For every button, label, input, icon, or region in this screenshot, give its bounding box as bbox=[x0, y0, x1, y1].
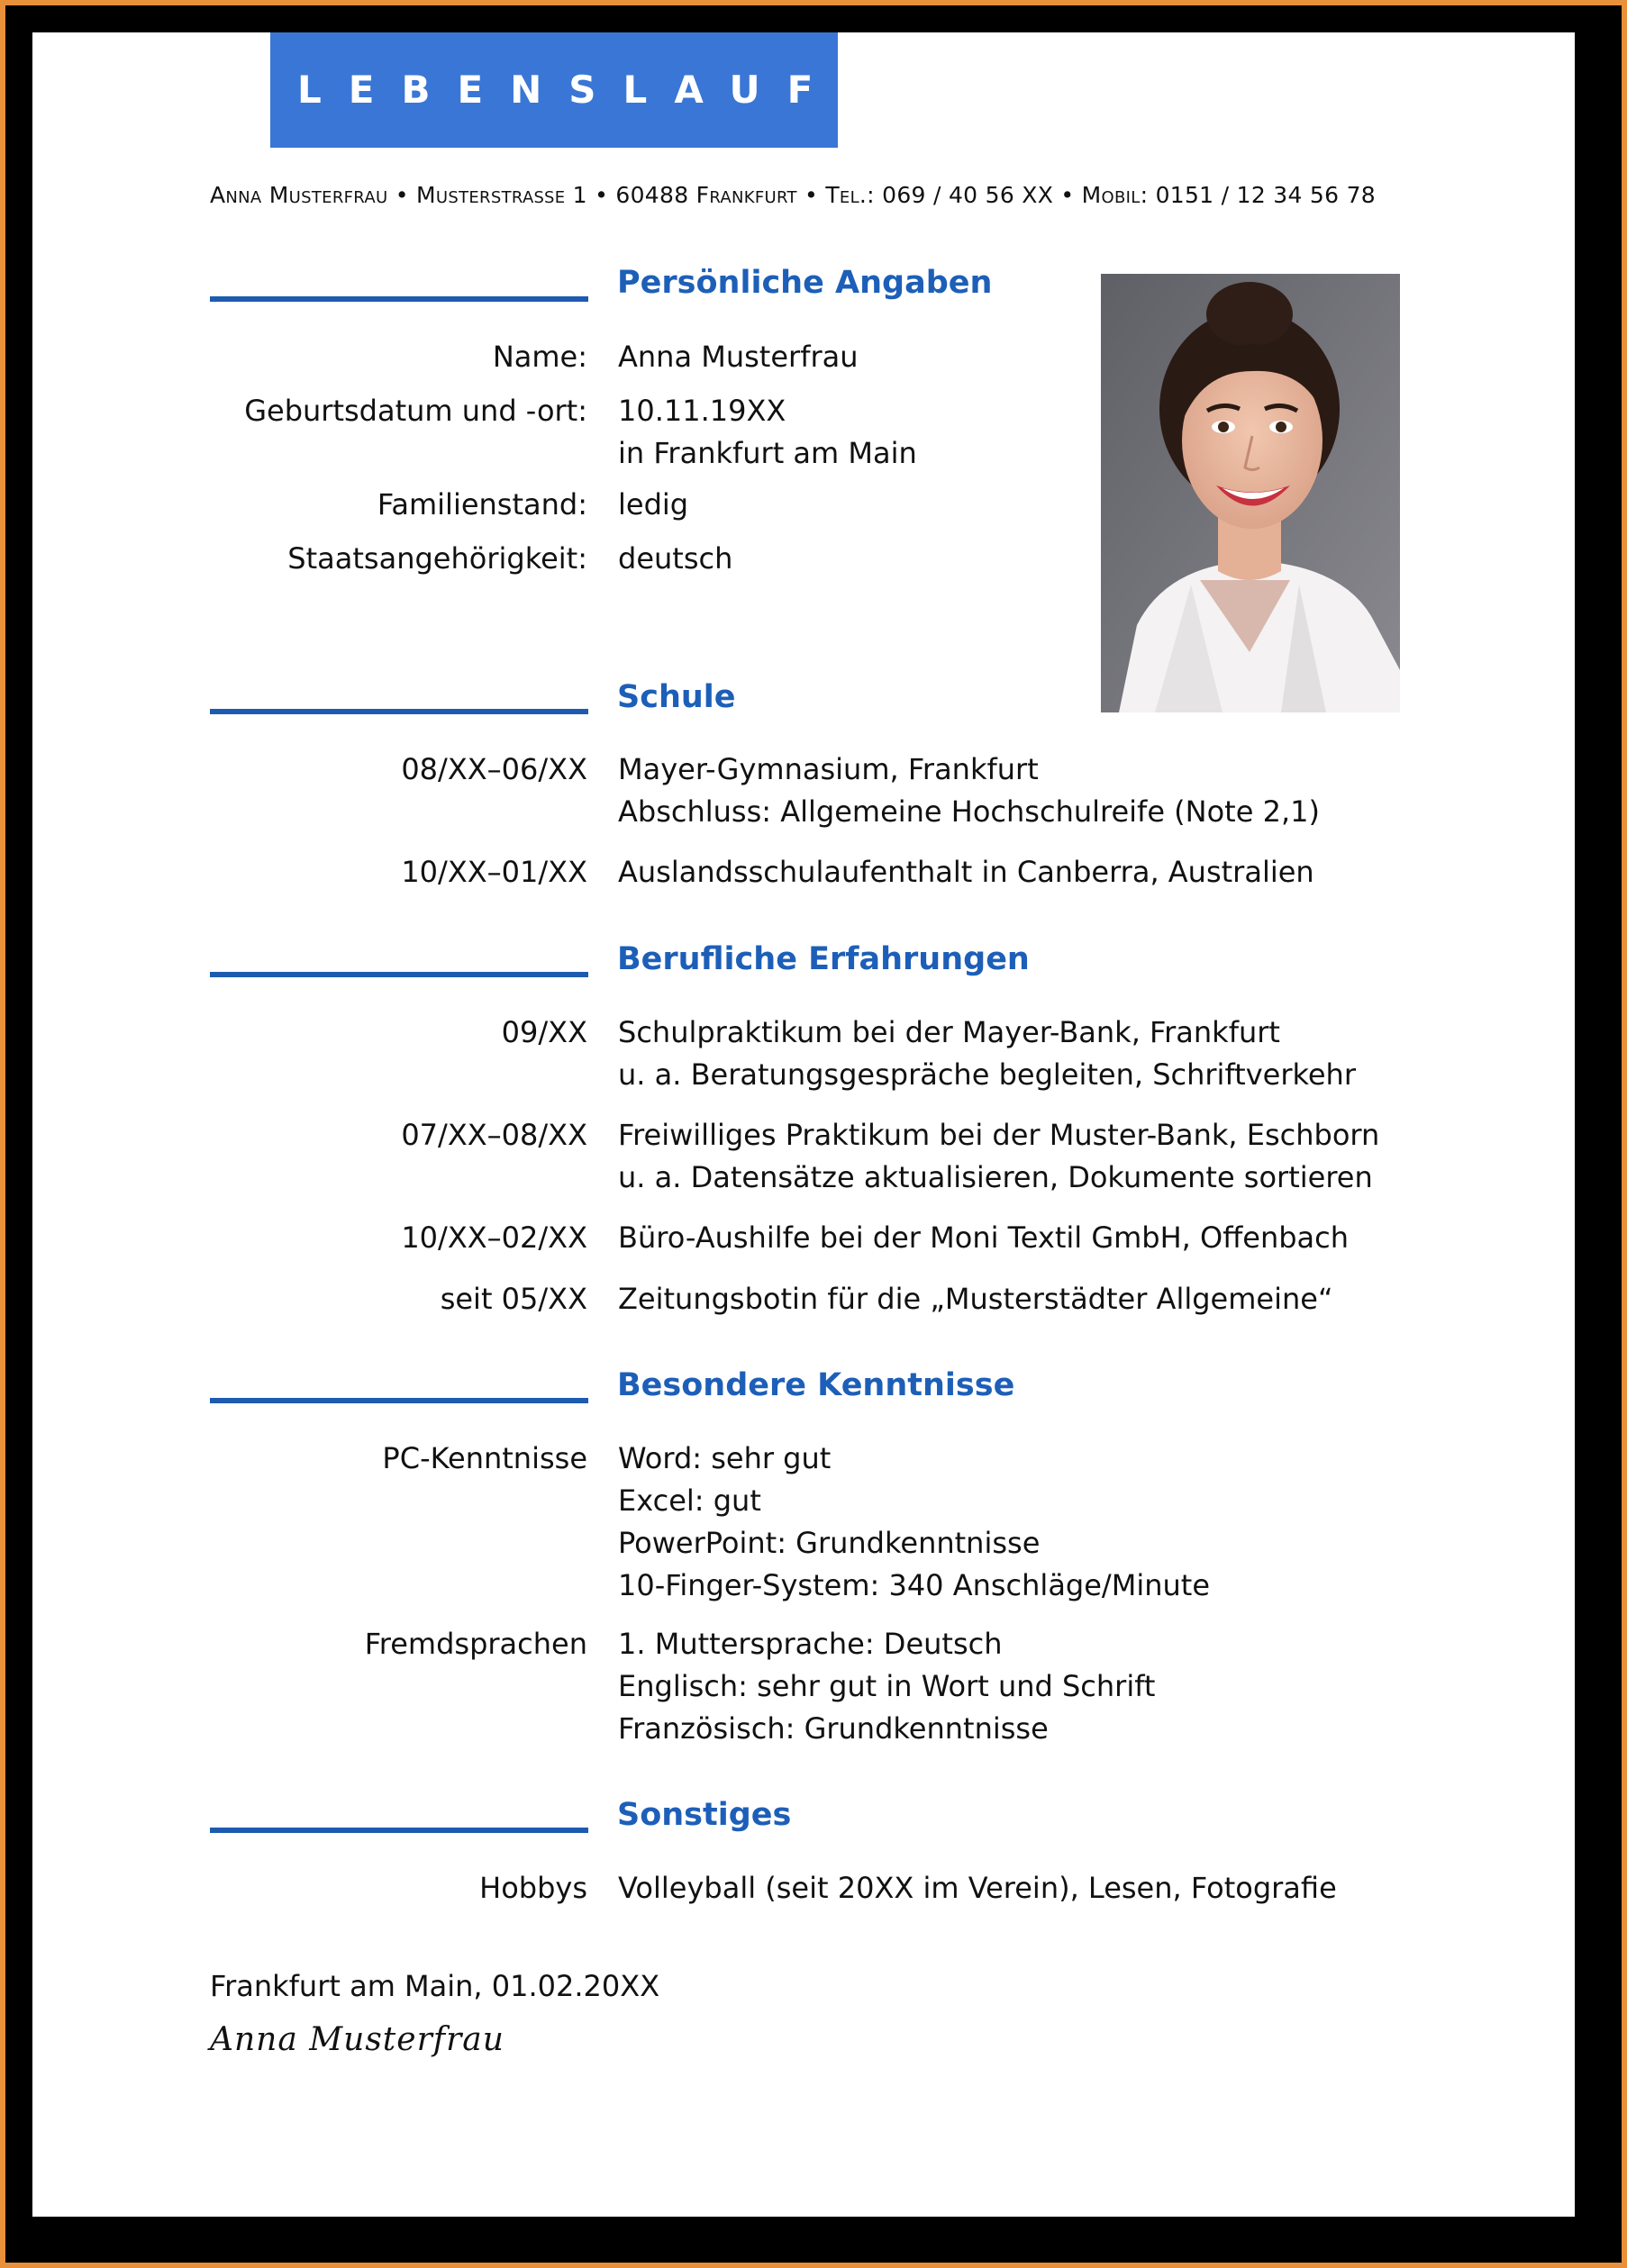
pc-skill-item: Word: sehr gut bbox=[618, 1441, 832, 1475]
label-pc-skills: PC-Kenntnisse bbox=[382, 1441, 587, 1475]
label-hobbies: Hobbys bbox=[479, 1871, 587, 1905]
title-banner bbox=[270, 32, 841, 148]
section-heading-skills: Besondere Kenntnisse bbox=[617, 1367, 1015, 1403]
pc-skill-item: Excel: gut bbox=[618, 1483, 761, 1518]
language-item: 1. Muttersprache: Deutsch bbox=[618, 1627, 1003, 1661]
section-heading-work: Berufliche Erfahrungen bbox=[617, 941, 1030, 977]
value-birth-place: in Frankfurt am Main bbox=[618, 436, 917, 470]
section-rule bbox=[210, 709, 588, 714]
section-rule bbox=[210, 1398, 588, 1403]
label-name: Name: bbox=[492, 340, 587, 374]
language-item: Englisch: sehr gut in Wort und Schrift bbox=[618, 1669, 1156, 1703]
label-languages: Fremdsprachen bbox=[364, 1627, 587, 1661]
portrait-photo bbox=[1101, 274, 1400, 712]
section-rule bbox=[210, 296, 588, 302]
section-heading-other: Sonstiges bbox=[617, 1797, 792, 1833]
signature: Anna Musterfrau bbox=[210, 2021, 504, 2058]
entry-line: Büro-Aushilfe bei der Moni Textil GmbH, Offenbach bbox=[618, 1220, 1350, 1255]
period: 07/XX–08/XX bbox=[401, 1118, 587, 1152]
section-heading-school: Schule bbox=[617, 679, 736, 715]
contact-line: Anna Musterfrau • Musterstraße 1 • 60488 Frankfurt • Tel.: 069 / 40 56 XX • Mobil: 0151 / 12 34 56 78 bbox=[210, 182, 1376, 208]
period: 10/XX–01/XX bbox=[401, 855, 587, 889]
value-nationality: deutsch bbox=[618, 541, 733, 576]
section-heading-personal: Persönliche Angaben bbox=[617, 265, 993, 301]
period: 09/XX bbox=[501, 1015, 587, 1049]
page-title: LEBENSLAUF bbox=[297, 68, 841, 112]
entry-detail: u. a. Datensätze aktualisieren, Dokumente sortieren bbox=[618, 1160, 1373, 1194]
entry-line: Schulpraktikum bei der Mayer-Bank, Frankfurt bbox=[618, 1015, 1280, 1049]
section-rule bbox=[210, 972, 588, 977]
section-rule bbox=[210, 1828, 588, 1833]
value-family: ledig bbox=[618, 487, 689, 522]
value-birth-date: 10.11.19XX bbox=[618, 394, 786, 428]
period: 08/XX–06/XX bbox=[401, 752, 587, 786]
portrait-image bbox=[1101, 274, 1400, 712]
entry-line: Zeitungsbotin für die „Musterstädter Allgemeine“ bbox=[618, 1282, 1333, 1316]
label-family: Familienstand: bbox=[377, 487, 587, 522]
pc-skill-item: 10-Finger-System: 340 Anschläge/Minute bbox=[618, 1568, 1210, 1602]
entry-detail: Abschluss: Allgemeine Hochschulreife (Note 2,1) bbox=[618, 794, 1320, 829]
language-item: Französisch: Grundkenntnisse bbox=[618, 1711, 1049, 1746]
value-hobbies: Volleyball (seit 20XX im Verein), Lesen, Fotografie bbox=[618, 1871, 1337, 1905]
place-date: Frankfurt am Main, 01.02.20XX bbox=[210, 1969, 660, 2003]
entry-line: Auslandsschulaufenthalt in Canberra, Australien bbox=[618, 855, 1314, 889]
cv-page bbox=[32, 32, 1575, 2217]
label-birth: Geburtsdatum und -ort: bbox=[244, 394, 587, 428]
value-name: Anna Musterfrau bbox=[618, 340, 859, 374]
pc-skill-item: PowerPoint: Grundkenntnisse bbox=[618, 1526, 1041, 1560]
label-nationality: Staatsangehörigkeit: bbox=[287, 541, 587, 576]
entry-line: Freiwilliges Praktikum bei der Muster-Bank, Eschborn bbox=[618, 1118, 1380, 1152]
entry-detail: u. a. Beratungsgespräche begleiten, Schriftverkehr bbox=[618, 1057, 1356, 1092]
period: 10/XX–02/XX bbox=[401, 1220, 587, 1255]
entry-line: Mayer-Gymnasium, Frankfurt bbox=[618, 752, 1039, 786]
period: seit 05/XX bbox=[440, 1282, 587, 1316]
